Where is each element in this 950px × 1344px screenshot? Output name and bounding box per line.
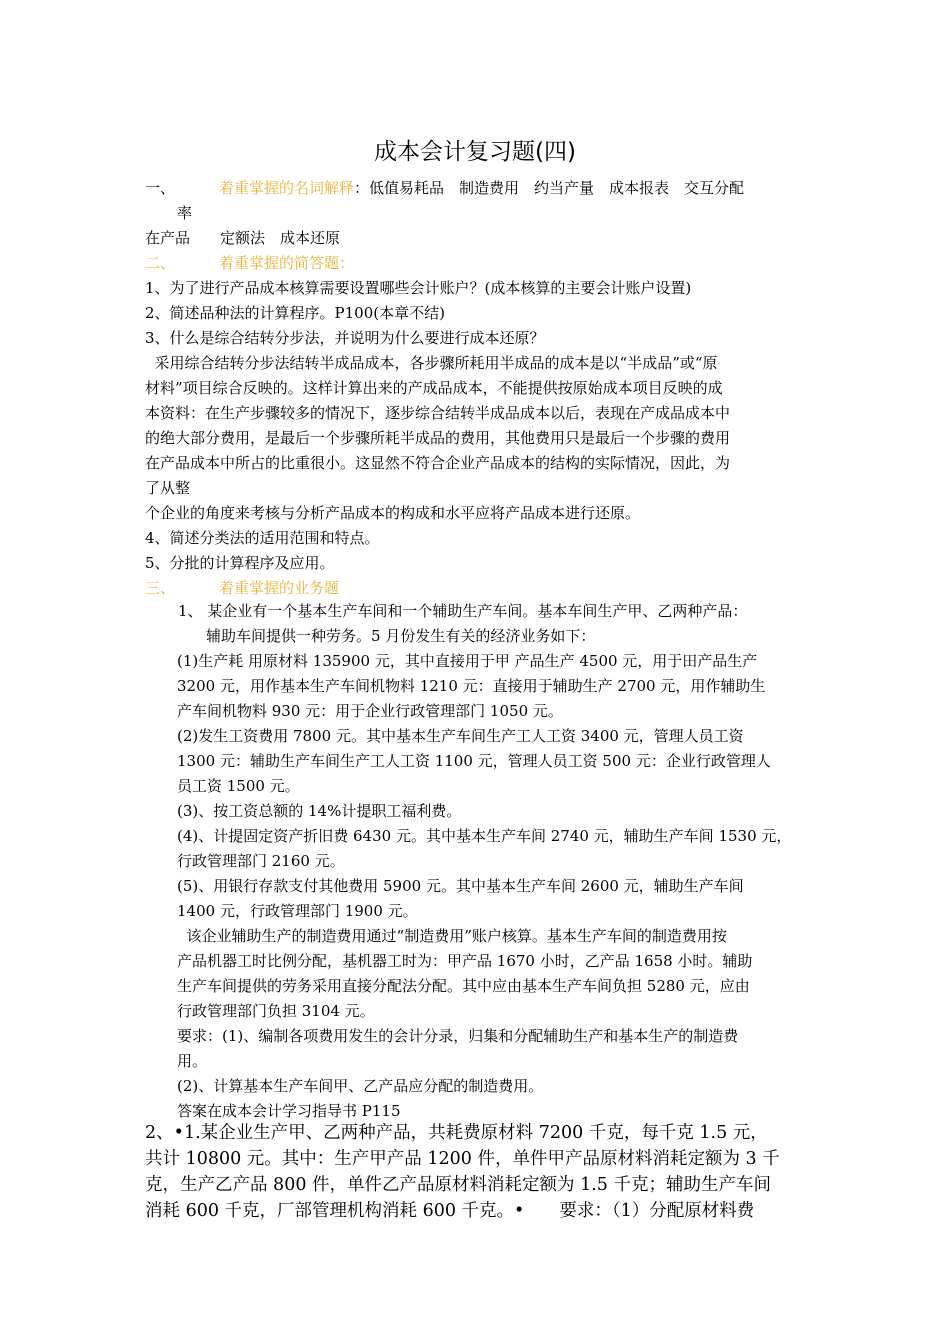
section-1-line-1 [145,176,815,201]
answer-line: 材料”项目综合反映的。这样计算出来的产成品成本，不能提供按原始成本项目反映的成 [145,379,723,397]
problem-1 [178,599,818,649]
problem-1-line: (2)发生工资费用 7800 元。其中基本生产车间生产工人工资 3400 元，管理人员工资 [177,727,744,745]
problem-1-line: 该企业辅助生产的制造费用通过“制造费用”账户核算。基本生产车间的制造费用按 [177,927,727,945]
problem-1-intro: 辅助车间提供一种劳务。5 月份发生有关的经济业务如下： [206,627,596,645]
section-3-heading: 着重掌握的业务题 [219,579,340,597]
problem-1-line: (2)、计算基本生产车间甲、乙产品应分配的制造费用。 [177,1077,544,1095]
section-2-heading: 着重掌握的简答题： [219,254,355,272]
problem-2 [145,1120,815,1224]
answer-line: 了从整 [145,479,191,497]
section-1-terms: 低值易耗品 制造费用 约当产量 成本报表 交互分配 [369,179,745,197]
problem-1-line: 产车间机物料 930 元：用于企业行政管理部门 1050 元。 [177,702,563,720]
problem-1-line: (1)生产耗 用原材料 135900 元，其中直接用于甲 产品生产 4500 元，用于田产品生产 [177,652,758,670]
problem-2-line: 2、•1.某企业生产甲、乙两种产品，共耗费原材料 7200 千克，每千克 1.5 元， [145,1123,768,1143]
section-1-heading: 着重掌握的名词解释 [219,179,355,197]
question-5: 5、分批的计算程序及应用。 [145,554,335,572]
section-2-header [145,251,815,276]
section-3-number: 三、 [145,579,176,597]
problem-1-line: (5)、用银行存款支付其他费用 5900 元。其中基本生产车间 2600 元，辅助生产车间 [177,877,744,895]
problem-1-line: 行政管理部门负担 3104 元。 [177,1002,375,1020]
problem-1-intro: 1、 某企业有一个基本生产车间和一个辅助生产车间。基本车间生产甲、乙两种产品： [178,602,748,620]
problem-1-line: 用。 [177,1052,208,1070]
problem-2-line: 共计 10800 元。其中：生产甲产品 1200 件，单件甲产品原材料消耗定额为 3 千 [145,1149,780,1169]
problem-1-line: 要求：(1)、编制各项费用发生的会计分录，归集和分配辅助生产和基本生产的制造费 [177,1027,739,1045]
problem-1-body [177,649,817,1124]
problem-1-line: 生产车间提供的劳务采用直接分配法分配。其中应由基本生产车间负担 5280 元，应由 [177,977,750,995]
answer-line: 本资料：在生产步骤较多的情况下，逐步综合结转半成品成本以后，表现在产成品成本中 [145,404,731,422]
question-1: 1、为了进行产品成本核算需要设置哪些会计账户？(成本核算的主要会计账户设置) [145,279,692,297]
problem-2-line: 克，生产乙产品 800 件，单件乙产品原材料消耗定额为 1.5 千克；辅助生产车间 [145,1175,771,1195]
problem-1-line: 3200 元，用作基本生产车间机物料 1210 元：直接用于辅助生产 2700 元，用作辅助生 [177,677,766,695]
problem-1-answer-reference: 答案在成本会计学习指导书 P115 [177,1102,401,1120]
section-1-number: 一、 [145,179,176,197]
problem-1-line: 行政管理部门 2160 元。 [177,852,345,870]
problem-1-line: 1300 元：辅助生产车间生产工人工资 1100 元，管理人员工资 500 元：企业行政管理人 [177,752,771,770]
problem-1-line: 1400 元，行政管理部门 1900 元。 [177,902,418,920]
section-1-terms-wrap: 率 [177,204,193,222]
document-title: 成本会计复习题(四) [374,139,576,165]
answer-line: 个企业的角度来考核与分析产品成本的构成和水平应将产品成本进行还原。 [145,504,641,522]
section-1-terms-line-2: 在产品 定额法 成本还原 [145,229,341,247]
question-3: 3、什么是综合结转分步法，并说明为什么要进行成本还原？ [145,329,545,347]
section-1 [145,176,815,251]
answer-line: 的绝大部分费用，是最后一个步骤所耗半成品的费用，其他费用只是最后一个步骤的费用 [145,429,731,447]
problem-1-line: 产品机器工时比例分配，基机器工时为：甲产品 1670 小时，乙产品 1658 小时。辅助 [177,952,753,970]
section-2-number: 二、 [145,254,176,272]
problem-1-line: (3)、按工资总额的 14%计提职工福利费。 [177,802,462,820]
section-2 [145,251,815,601]
problem-1-line: 员工资 1500 元。 [177,777,300,795]
problem-2-line: 消耗 600 千克，厂部管理机构消耗 600 千克。• 要求：（1）分配原材料费 [145,1201,755,1221]
question-2: 2、简述品种法的计算程序。P100(本章不结) [145,304,445,322]
section-1-colon: ： [354,179,370,197]
section-3-header [145,576,815,601]
question-4: 4、简述分类法的适用范围和特点。 [145,529,380,547]
problem-1-line: (4)、计提固定资产折旧费 6430 元。其中基本生产车间 2740 元，辅助生产车间 1530 元， [177,827,792,845]
answer-line: 采用综合结转分步法结转半成品成本，各步骤所耗用半成品的成本是以“半成品”或“原 [145,354,718,372]
answer-line: 在产品成本中所占的比重很小。这显然不符合企业产品成本的结构的实际情况，因此，为 [145,454,731,472]
